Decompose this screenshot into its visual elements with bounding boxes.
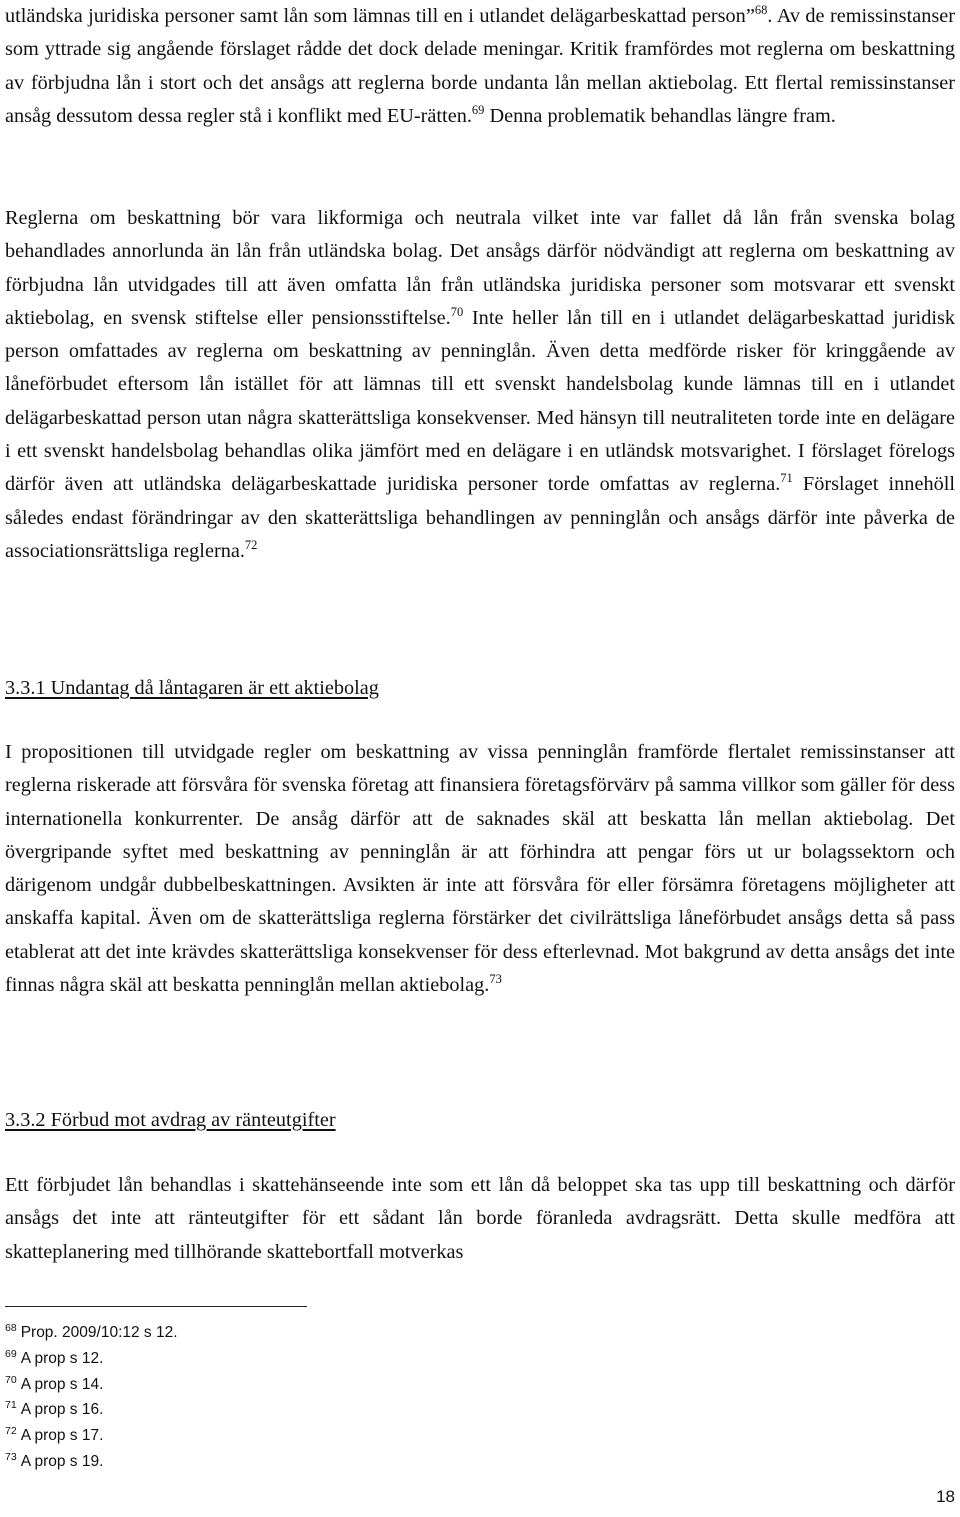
paragraph-4	[5, 1169, 955, 1269]
footnote-item	[5, 1423, 178, 1449]
footnote-reference: 69	[471, 102, 485, 117]
footnote-item	[5, 1320, 178, 1346]
footnote-reference: 72	[244, 537, 258, 552]
footnote-number: 71	[5, 1399, 17, 1412]
paragraph-text: Denna problematik behandlas längre fram.	[484, 104, 836, 127]
footnotes	[5, 1320, 178, 1475]
paragraph-text: utländska juridiska personer samt lån som lämnas till en i utlandet delägarbeskattad person”	[5, 5, 755, 27]
footnote-item	[5, 1346, 178, 1372]
footnote-number: 73	[5, 1450, 17, 1463]
paragraph-text: Ett förbjudet lån behandlas i skattehänseende inte som ett lån då beloppet ska tas upp till beskattning och därför ansågs det inte att ränteutgifter för ett sådant lån borde föranleda avdragsrätt. Detta skulle medföra att skatteplanering med tillhörande skattebortfall motverkas	[5, 1174, 955, 1263]
paragraph-2	[5, 202, 955, 568]
footnote-item	[5, 1397, 178, 1423]
footnote-text: Prop. 2009/10:12 s 12.	[20, 1324, 178, 1341]
footnote-reference: 68	[754, 3, 768, 17]
section-heading-3-3-1: 3.3.1 Undantag då låntagaren är ett aktiebolag	[5, 677, 379, 699]
footnote-text: A prop s 17.	[20, 1427, 104, 1445]
paragraph-text: Förslaget innehöll således endast förändringar av den skatterättsliga behandlingen av penninglån och ansågs därför inte påverka de associationsrättsliga reglerna.	[5, 473, 955, 562]
paragraph-text: Reglerna om beskattning bör vara likformiga och neutrala vilket inte var fallet då lån från svenska bolag behandlades annorlunda än lån från utländska bolag. Det ansågs därför nödvändigt att reglerna om beskattning av förbjudna lån utvidgades till att även omfatta lån från utländska juridiska personer som motsvarar ett svenskt aktiebolag, en svensk stiftelse eller pensionsstiftelse.	[5, 207, 955, 329]
footnote-number: 70	[5, 1373, 17, 1386]
footnote-reference: 73	[489, 972, 502, 987]
footnote-text: A prop s 19.	[20, 1452, 104, 1470]
footnote-text: A prop s 14.	[20, 1375, 104, 1393]
footnote-text: A prop s 16.	[20, 1401, 104, 1419]
footnote-number: 69	[5, 1347, 17, 1360]
paragraph-text: Inte heller lån till en i utlandet delägarbeskattad juridisk person omfattades av reglerna om beskattning av penninglån. Även detta medförde risker för kringgående av låneförbudet eftersom lån istället för att lämnas till ett svenskt handelsbolag kunde lämnas till en i utlandet delägarbeskattad person utan några skatterättsliga konsekvenser. Med hänsyn till neutraliteten torde inte en delägare i ett svenskt handelsbolag behandlas olika jämfört med en delägare i en utländsk motsvarighet. I förslaget förelogs därför även att utländska delägarbeskattade juridiska personer torde omfattas av reglerna.	[5, 306, 955, 496]
page-number: 18	[936, 1487, 955, 1506]
paragraph-3	[5, 736, 955, 1002]
footnote-divider	[5, 1306, 307, 1307]
paragraph-text: . Av de remissinstanser som yttrade sig angående förslaget rådde det dock delade meningar. Kritik framfördes mot reglerna om beskattning av förbjudna lån i stort och det ansågs att reglerna borde undanta lån mellan aktiebolag. Ett flertal remissinstanser ansåg dessutom dessa regler stå i konflikt med EU-rätten.	[5, 5, 955, 127]
paragraph-text: I propositionen till utvidgade regler om beskattning av vissa penninglån framförde flertalet remissinstanser att reglerna riskerade att försvåra för svenska företag att finansiera företagsförvärv på samma villkor som gäller för dess internationella konkurrenter. De ansåg därför att de saknades skäl att beskatta lån mellan aktiebolag. Det övergripande syftet med beskattning av penninglån är att förhindra att pengar förs ut ur bolagssektorn och därigenom undgår dubbelbeskattningen. Avsikten är inte att försvåra för eller försämra företagens möjligheter att anskaffa kapital. Även om de skatterättsliga reglerna förstärker det civilrättsliga låneförbudet ansågs detta så pass etablerat att det inte krävdes skatterättsliga konsekvenser för dess efterlevnad. Mot bakgrund av detta ansågs det inte finnas några skäl att beskatta penninglån mellan aktiebolag.	[5, 741, 955, 997]
footnote-number: 68	[5, 1322, 17, 1334]
footnote-item	[5, 1372, 178, 1398]
section-heading-3-3-2: 3.3.2 Förbud mot avdrag av ränteutgifter	[5, 1109, 336, 1131]
footnote-reference: 70	[450, 304, 464, 319]
footnote-reference: 71	[780, 471, 793, 486]
footnote-item	[5, 1449, 178, 1475]
footnote-number: 72	[5, 1425, 17, 1438]
footnote-text: A prop s 12.	[20, 1349, 104, 1367]
paragraph-1	[5, 0, 955, 133]
